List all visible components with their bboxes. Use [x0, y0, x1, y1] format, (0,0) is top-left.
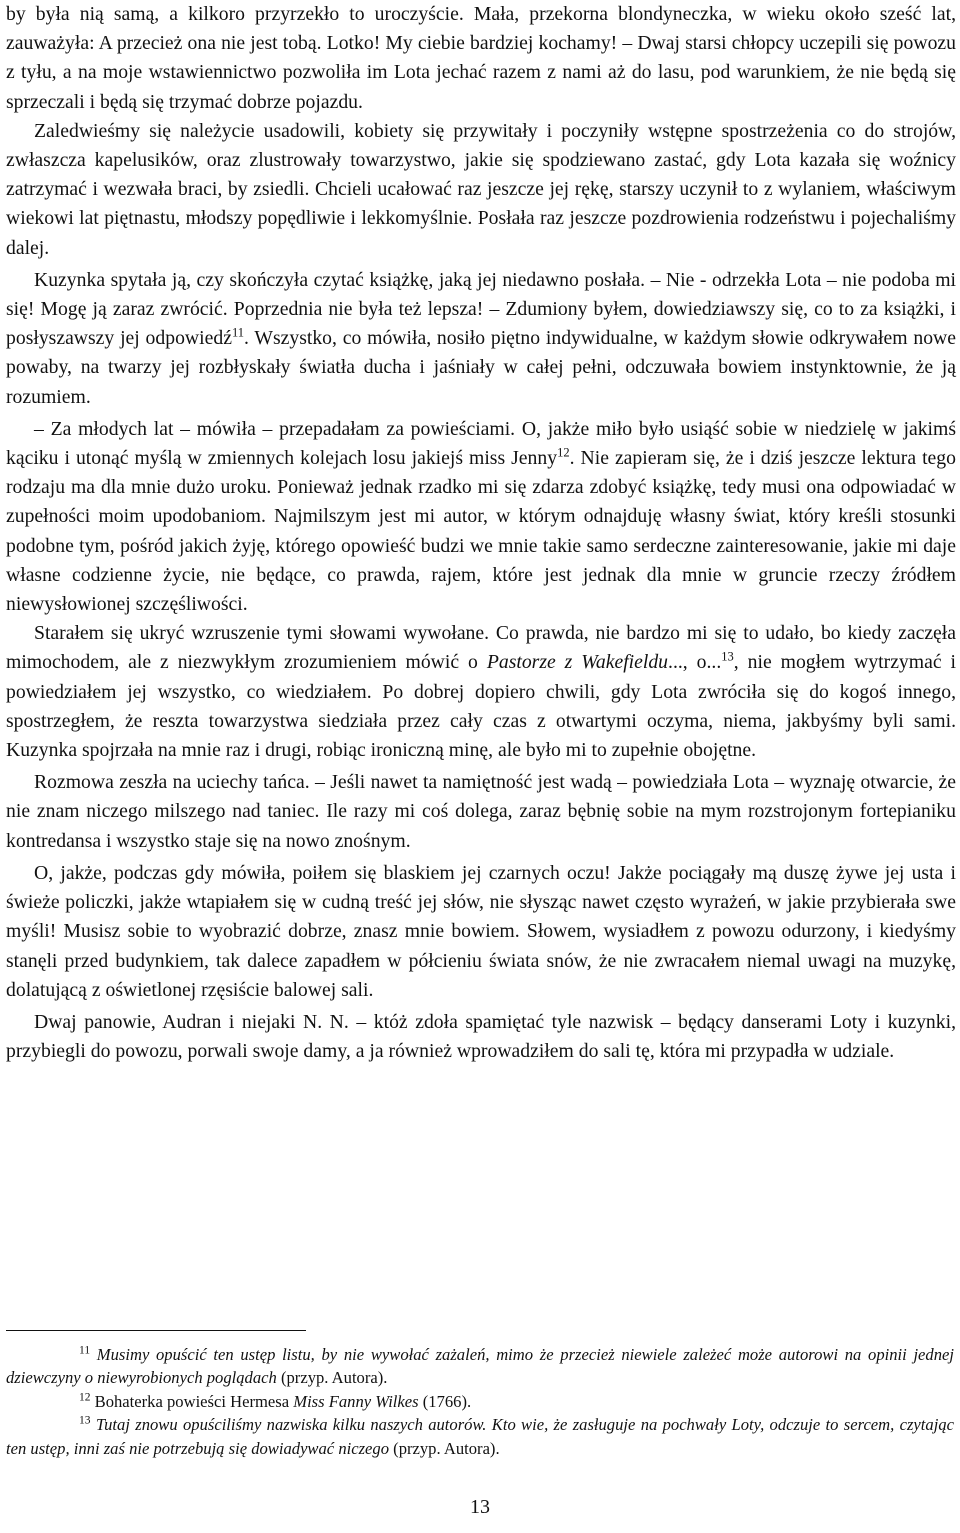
- text-run: (1766).: [418, 1391, 472, 1411]
- text-run: – Za młodych lat – mówiła – przepadałam za powieściami. O, jakże miło było usiąść sobie w niedzielę w jakimś kąciku i utonąć myślą w zmiennych kolejach losu jakiejś miss Jenny: [6, 417, 956, 470]
- footnote-marker: 13: [79, 1414, 91, 1427]
- paragraph: [6, 1008, 956, 1066]
- footnote-marker: 11: [79, 1344, 91, 1357]
- paragraph: [6, 0, 956, 117]
- footnote-marker: 13: [721, 649, 734, 664]
- text-run: Rozmowa zeszła na uciechy tańca. – Jeśli nawet ta namiętność jest wadą – powiedziała Lota – wyznaję otwarcie, że nie znam niczego milszego nad taniec. Ile razy mi coś dolega, zaraz bębnię sobie na mym rozstrojonym fortepianiku kontredansa i wszystko staje się na nowo znośnym.: [6, 771, 956, 852]
- italic-text: Tutaj znowu opuściliśmy nazwiska kilku naszych autorów. Kto wie, że zasługuje na pochwały Loty, odczuje to sercem, czytając ten ustęp, inni zaś nie potrzebują się dowiadywać niczego: [6, 1415, 954, 1458]
- footnote: [6, 1343, 954, 1390]
- paragraph: [6, 768, 956, 856]
- footnotes-section: [6, 1330, 954, 1460]
- text-run: (przyp. Autora).: [276, 1368, 388, 1388]
- text-run: O, jakże, podczas gdy mówiła, poiłem się blaskiem jej czarnych oczu! Jakże pociągały mą duszę żywe jej usta i świeże policzki, jakże wtapiałem się w cudną treść jej słów, nie słysząc nawet często wyrażeń, w jakie przybierała swe myśli! Musisz sobie to wyobrazić dobrze, znasz mnie bowiem. Słowem, wysiadłem z powozu odurzony, i kiedyśmy stanęli przed budynkiem, tak dalece zapadłem w półcieniu świata snów, że nie zwracałem niemal uwagi na muzykę, dolatującą z oświetlonej rzęsiście balowej sali.: [6, 861, 956, 1001]
- text-run: Kuzynka spytała ją, czy skończyła czytać książkę, jaką jej niedawno posłała. – Nie - odrzekła Lota – nie podoba mi się! Mogę ją zaraz zwrócić. Poprzednia nie była też lepsza! – Zdumiony byłem, dowiedziawszy się, co to za książki, i posłyszawszy jej odpowiedź: [6, 268, 956, 350]
- paragraph: [6, 415, 956, 619]
- paragraph: [6, 619, 956, 765]
- footnote-list: [6, 1343, 954, 1460]
- paragraph: [6, 266, 956, 412]
- text-run: by była nią samą, a kilkoro przyrzekło to uroczyście. Mała, przekorna blondyneczka, w wieku około sześć lat, zauważyła: A przecież ona nie jest tobą. Lotko! My ciebie bardziej kochamy! – Dwaj starsi chłopcy uczepili się powozu z tyłu, a na moje wstawiennictwo pozwoliła im Lota jechać razem z nami aż do lasu, pod warunkiem, że nie będą się sprzeczali i będą się trzymać dobrze pojazdu.: [6, 3, 956, 113]
- text-run: [90, 1345, 97, 1364]
- footnote-marker: 12: [79, 1391, 91, 1404]
- body-text: [6, 0, 956, 1066]
- text-run: Bohaterka powieści Hermesa: [90, 1391, 294, 1411]
- text-run: . Nie zapieram się, że i dziś jeszcze lektura tego rodzaju ma dla mnie dużo uroku. Ponieważ jednak rzadko mi się zdarza zdobyć książkę, tedy musi ona odpowiadać w zupełności moim upodobaniom. Najmilszym jest mi autor, w którym odnajduję własny świat, który kreśli stosunki podobne tym, pośród jakich żyję, którego opowieść budzi we mnie takie samo serdeczne zainteresowanie, jakie mi daje własne codzienne życie, nie będące, co prawda, rajem, które jest jednak dla mnie w gruncie rzeczy źródłem niewysłowionej szczęśliwości.: [6, 447, 956, 616]
- italic-text: Pastorze z Wakefieldu: [486, 651, 669, 674]
- text-run: . Wszystko, co mówiła, nosiło piętno indywidualne, w każdym słowie odkrywałem nowe powaby, na twarzy jej rozbłyskały światła ducha i jaśniały w całej pełni, odczuwała bowiem instynktownie, że ją rozumiem.: [6, 327, 956, 408]
- text-run: Starałem się ukryć wzruszenie tymi słowami wywołane. Co prawda, nie bardzo mi się to udało, bo kiedy zaczęła mimochodem, ale z niezwykłym zrozumieniem mówić o: [6, 622, 956, 674]
- italic-text: Musimy opuścić ten ustęp listu, by nie wywołać zażaleń, mimo że przecież niewiele zależeć może autorowi na opinii jednej dziewczyny o niewyrobionych poglądach: [6, 1345, 954, 1388]
- text-run: Zaledwieśmy się należycie usadowili, kobiety się przywitały i poczyniły wstępne spostrzeżenia co do strojów, zwłaszcza kapelusików, oraz zlustrowały towarzystwo, jakie się spodziewano zastać, gdy Lota kazała się woźnicy zatrzymać i wezwała braci, by zsiedli. Chcieli ucałować raz jeszcze jej rękę, starszy uczynił to z wylaniem, właściwym wiekowi lat piętnastu, młodszy popędliwie i lekkomyślnie. Posłała raz jeszcze pozdrowienia rodzeństwu i pojechaliśmy dalej.: [6, 119, 956, 259]
- paragraph: [6, 117, 956, 263]
- footnote: [6, 1413, 954, 1460]
- text-run: , nie mogłem wytrzymać i powiedziałem jej wszystko, co wiedziałem. Po dobrej dopiero chwili, gdy Lota zwróciła się do kogoś innego, spostrzegłem, że reszta towarzystwa siedziała przez cały czas z otwartymi oczyma, niema, jakbyśmy byli sami. Kuzynka spojrzała na mnie raz i drugi, robiąc ironiczną minę, ale było mi to zupełnie obojętne.: [6, 651, 956, 762]
- paragraph: [6, 859, 956, 1005]
- footnote-marker: 11: [231, 325, 244, 340]
- footnote-marker: 12: [557, 445, 570, 460]
- text-run: (przyp. Autora).: [389, 1438, 500, 1458]
- text-run: ..., o...: [668, 651, 722, 674]
- page-number: 13: [470, 1496, 490, 1518]
- footnote: [6, 1390, 954, 1413]
- text-run: Dwaj panowie, Audran i niejaki N. N. – któż zdoła spamiętać tyle nazwisk – będący danserami Loty i kuzynki, przybiegli do powozu, porwali swoje damy, a ja również wprowadziłem do sali tę, która mi przypadła w udziale.: [6, 1010, 956, 1063]
- italic-text: Miss Fanny Wilkes: [293, 1391, 419, 1411]
- footnote-separator: [6, 1330, 306, 1331]
